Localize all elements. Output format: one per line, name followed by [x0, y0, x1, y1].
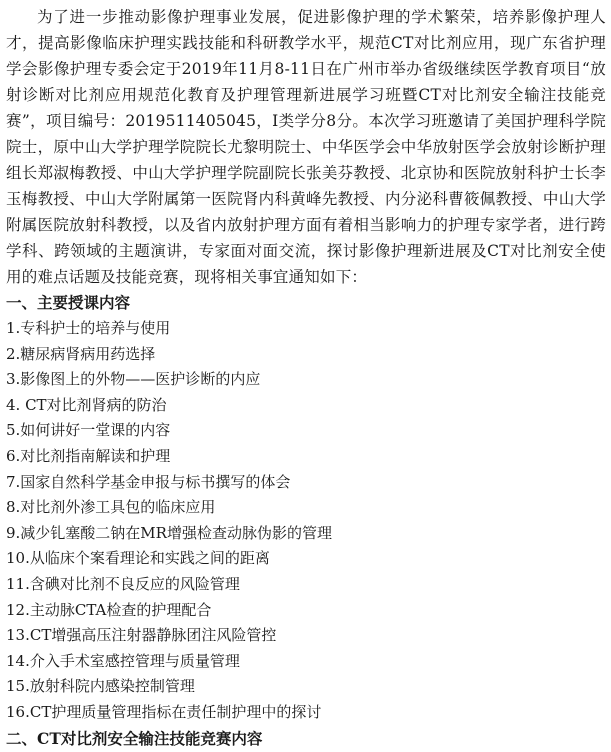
course-item: 13.CT增强高压注射器静脉团注风险管控	[6, 626, 277, 645]
course-item: 11.含碘对比剂不良反应的风险管理	[6, 574, 240, 593]
course-list	[6, 316, 606, 726]
course-item: 3.影像图上的外物——医护诊断的内应	[6, 370, 261, 389]
course-item: 15.放射科院内感染控制管理	[6, 677, 195, 696]
section-2-title: 二、CT对比剂安全输注技能竞赛内容	[6, 728, 263, 748]
course-item: 8.对比剂外渗工具包的临床应用	[6, 498, 216, 517]
section-1-title: 一、主要授课内容	[6, 293, 131, 312]
course-item: 16.CT护理质量管理指标在责任制护理中的探讨	[6, 702, 322, 721]
course-item: 12.主动脉CTA检查的护理配合	[6, 600, 212, 619]
intro-paragraph: 为了进一步推动影像护理事业发展，促进影像护理的学术繁荣，培养影像护理人才，提高影像临床护理实践技能和科研教学水平，规范CT对比剂应用，现广东省护理学会影像护理专委会定于2019年11月8-11日在广州市举办省级继续医学教育项目“放射诊断对比剂应用规范化教育及护理管理新进展学习班暨CT对比剂安全输注技能竞赛”，项目编号：2019511405045，Ⅰ类学分8分。本次学习班邀请了美国护理科学院院士，原中山大学护理学院院长尤黎明院士、中华医学会中华放射医学会放射诊断护理组长郑淑梅教授、中山大学护理学院副院长张美芬教授、北京协和医院放射科护士长李玉梅教授、中山大学附属第一医院肾内科黄峰先教授、内分泌科曹筱佩教授、中山大学附属医院放射科教授，以及省内放射护理方面有着相当影响力的护理专家学者，进行跨学科、跨领域的主题演讲，专家面对面交流，探讨影像护理新进展及CT对比剂安全使用的难点话题及技能竞赛，现将相关事宜通知如下：	[6, 8, 606, 286]
course-item: 6.对比剂指南解读和护理	[6, 446, 171, 465]
course-item: 7.国家自然科学基金申报与标书撰写的体会	[6, 472, 291, 491]
course-item: 5.如何讲好一堂课的内容	[6, 421, 171, 440]
course-item: 10.从临床个案看理论和实践之间的距离	[6, 549, 270, 568]
course-item: 4. CT对比剂肾病的防治	[6, 395, 167, 414]
course-item: 9.减少钆塞酸二钠在MR增强检查动脉伪影的管理	[6, 523, 332, 542]
course-item: 14.介入手术室感控管理与质量管理	[6, 651, 240, 670]
document-page	[6, 4, 606, 752]
course-item: 1.专科护士的培养与使用	[6, 319, 171, 337]
course-item: 2.糖尿病肾病用药选择	[6, 344, 156, 363]
